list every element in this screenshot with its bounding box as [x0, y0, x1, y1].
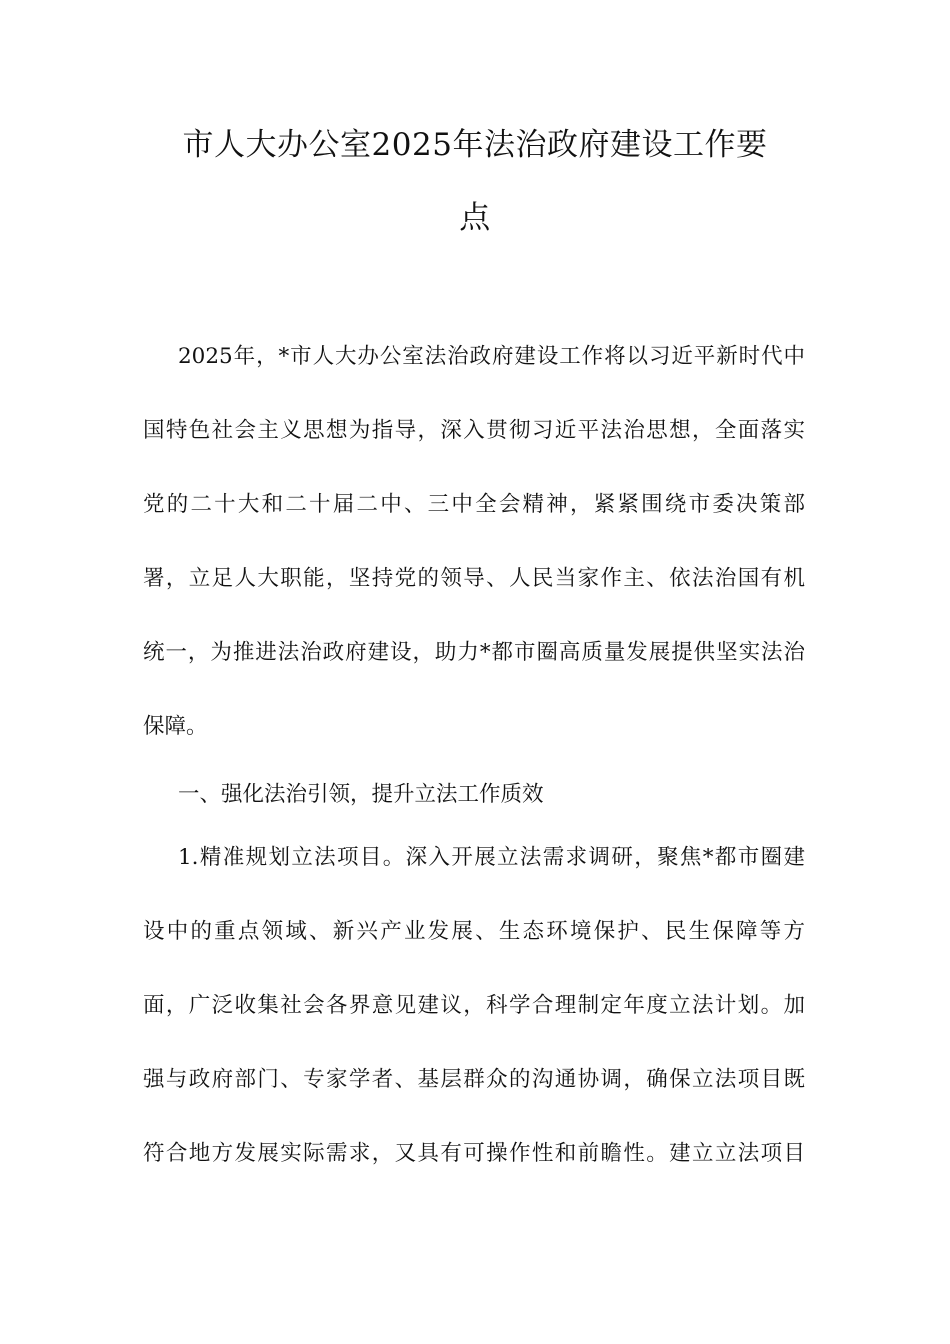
paragraph-intro-line-5: 统一，为推进法治政府建设，助力*都市圈高质量发展提供坚实法治	[143, 640, 805, 665]
document-title-line-2: 点	[459, 200, 491, 236]
paragraph-item-1-line-1: 1.精准规划立法项目。深入开展立法需求调研，聚焦*都市圈建	[178, 845, 805, 870]
paragraph-intro-line-3: 党的二十大和二十届二中、三中全会精神，紧紧围绕市委决策部	[143, 492, 805, 517]
paragraph-intro-line-4: 署，立足人大职能，坚持党的领导、人民当家作主、依法治国有机	[143, 566, 805, 591]
paragraph-item-1-line-2: 设中的重点领域、新兴产业发展、生态环境保护、民生保障等方	[143, 919, 805, 944]
paragraph-intro-line-1: 2025年，*市人大办公室法治政府建设工作将以习近平新时代中	[178, 344, 805, 369]
paragraph-item-1-line-5: 符合地方发展实际需求，又具有可操作性和前瞻性。建立立法项目	[143, 1141, 805, 1166]
paragraph-item-1-line-3: 面，广泛收集社会各界意见建议，科学合理制定年度立法计划。加	[143, 993, 805, 1018]
paragraph-intro-line-2: 国特色社会主义思想为指导，深入贯彻习近平法治思想，全面落实	[143, 418, 805, 443]
paragraph-item-1-line-4: 强与政府部门、专家学者、基层群众的沟通协调，确保立法项目既	[143, 1067, 805, 1092]
paragraph-intro-line-6: 保障。	[143, 714, 208, 739]
section-heading-1: 一、强化法治引领，提升立法工作质效	[178, 782, 544, 807]
document-title-line-1: 市人大办公室2025年法治政府建设工作要	[182, 127, 768, 163]
